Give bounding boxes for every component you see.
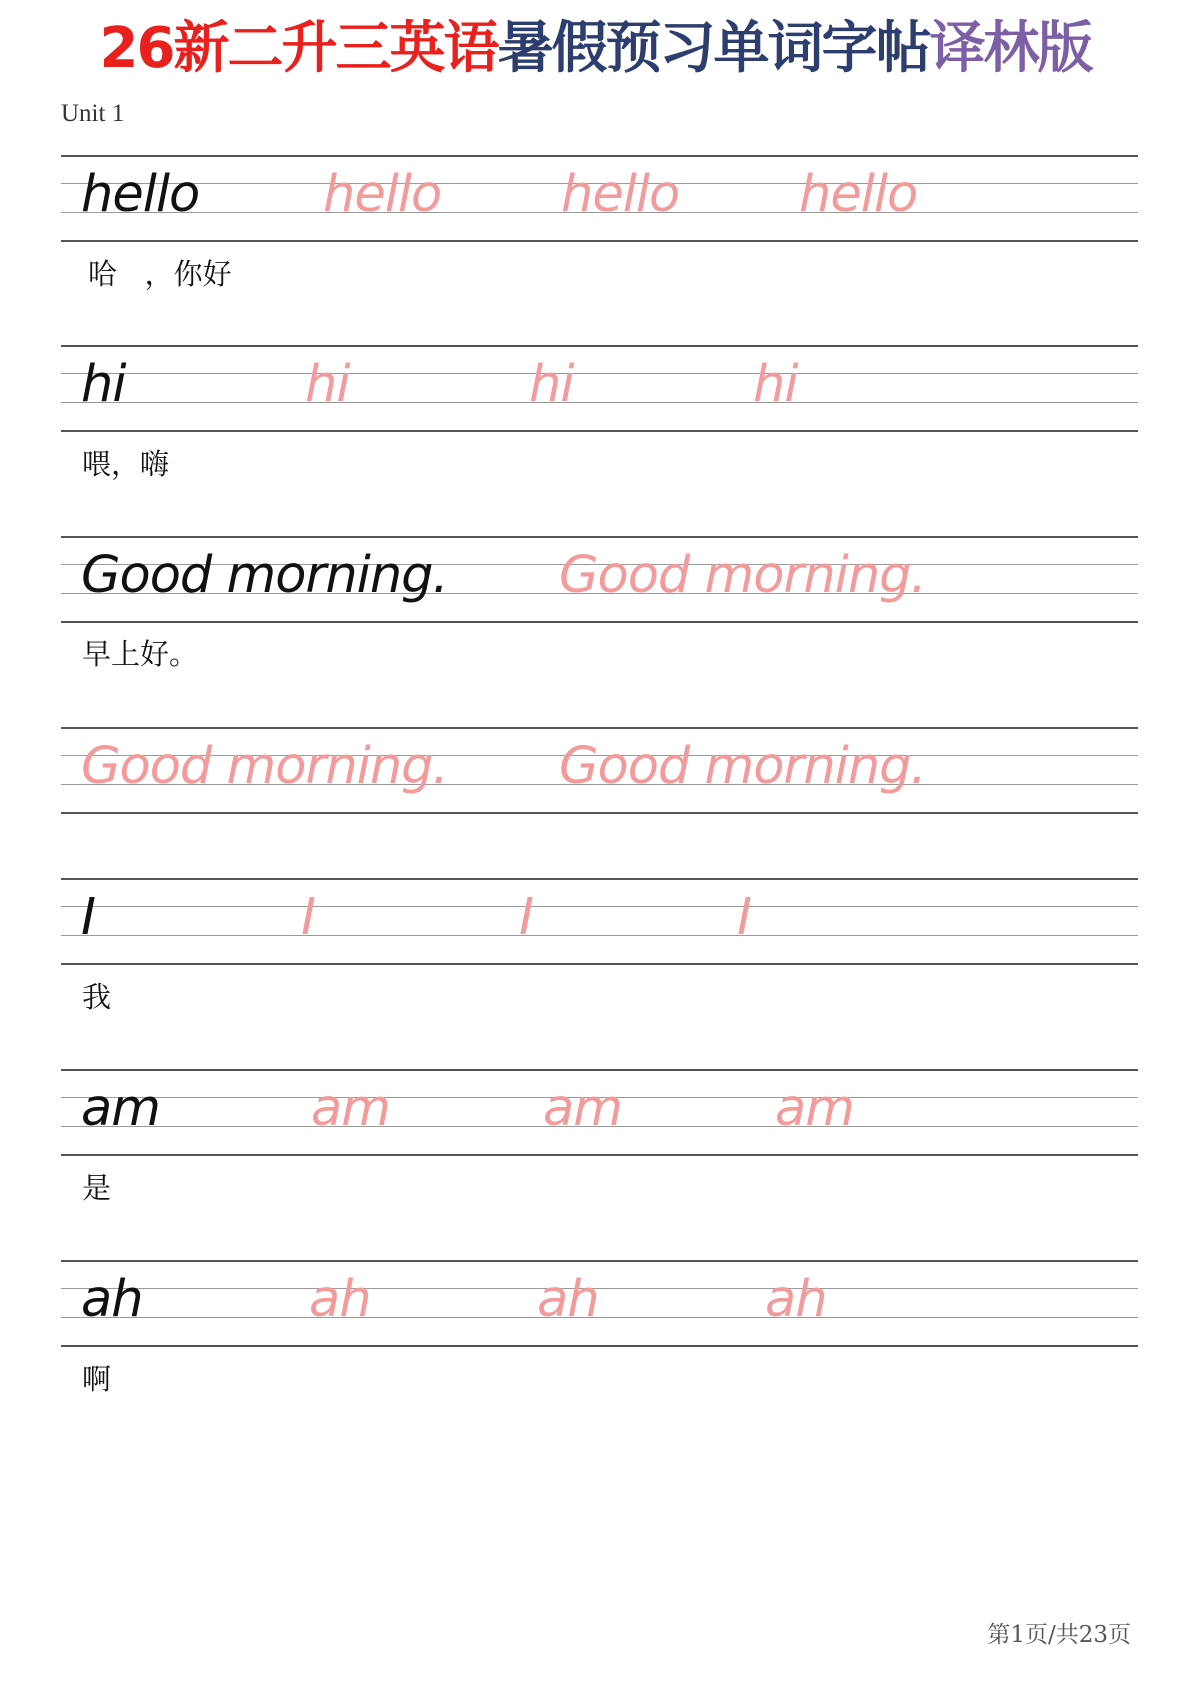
- rule-line: [61, 935, 1138, 936]
- word-hello: hello: [81, 165, 200, 224]
- rule-line: [61, 155, 1138, 157]
- trace-word: hello: [799, 165, 918, 224]
- word-good-morning: Good morning.: [81, 546, 448, 605]
- trace-word: hi: [305, 355, 350, 414]
- trace-word: Good morning.: [559, 737, 926, 796]
- rule-line: [61, 1345, 1138, 1347]
- rule-line: [61, 373, 1138, 374]
- rule-line: [61, 621, 1138, 623]
- meaning-hello: 哈 ，你好: [88, 257, 232, 291]
- writing-row-i: [61, 878, 1138, 964]
- trace-word: Good morning.: [559, 546, 926, 605]
- rule-line: [61, 727, 1138, 729]
- meaning-i: 我: [82, 980, 112, 1014]
- writing-row-hi: [61, 345, 1138, 431]
- trace-word: ah: [309, 1270, 371, 1329]
- word-i: I: [81, 888, 96, 947]
- rule-line: [61, 1260, 1138, 1262]
- page-title: [0, 18, 1191, 80]
- rule-line: [61, 536, 1138, 538]
- title-part-grade: 26新二升三英语: [99, 16, 498, 81]
- trace-word: am: [775, 1079, 854, 1138]
- trace-word: I: [737, 888, 752, 947]
- trace-word: hi: [753, 355, 798, 414]
- writing-row-am: [61, 1069, 1138, 1155]
- rule-line: [61, 963, 1138, 965]
- trace-word: hi: [529, 355, 574, 414]
- word-am: am: [81, 1079, 160, 1138]
- meaning-ah: 啊: [82, 1362, 112, 1396]
- trace-word: ah: [537, 1270, 599, 1329]
- trace-word: I: [519, 888, 534, 947]
- trace-word: am: [311, 1079, 390, 1138]
- rule-line: [61, 430, 1138, 432]
- unit-label: Unit 1: [61, 100, 125, 127]
- rule-line: [61, 1288, 1138, 1289]
- trace-word: I: [301, 888, 316, 947]
- trace-word: Good morning.: [81, 737, 448, 796]
- writing-row-good-morning-extra: [61, 727, 1138, 813]
- title-part-subject: 暑假预习单词字帖: [497, 16, 930, 81]
- trace-word: ah: [765, 1270, 827, 1329]
- rule-line: [61, 1317, 1138, 1318]
- word-hi: hi: [81, 355, 126, 414]
- meaning-good-morning: 早上好。: [82, 637, 199, 671]
- rule-line: [61, 240, 1138, 242]
- trace-word: hello: [561, 165, 680, 224]
- meaning-hi: 喂，嗨: [82, 447, 170, 481]
- rule-line: [61, 1069, 1138, 1071]
- writing-row-ah: [61, 1260, 1138, 1346]
- trace-word: am: [543, 1079, 622, 1138]
- title-part-edition: 译林版: [929, 16, 1092, 81]
- rule-line: [61, 402, 1138, 403]
- rule-line: [61, 906, 1138, 907]
- rule-line: [61, 878, 1138, 880]
- rule-line: [61, 812, 1138, 814]
- page-number: 第1页/共23页: [987, 1622, 1131, 1648]
- meaning-am: 是: [82, 1171, 112, 1205]
- writing-row-hello: [61, 155, 1138, 241]
- rule-line: [61, 345, 1138, 347]
- word-ah: ah: [81, 1270, 143, 1329]
- writing-row-good-morning: [61, 536, 1138, 622]
- trace-word: hello: [323, 165, 442, 224]
- rule-line: [61, 1154, 1138, 1156]
